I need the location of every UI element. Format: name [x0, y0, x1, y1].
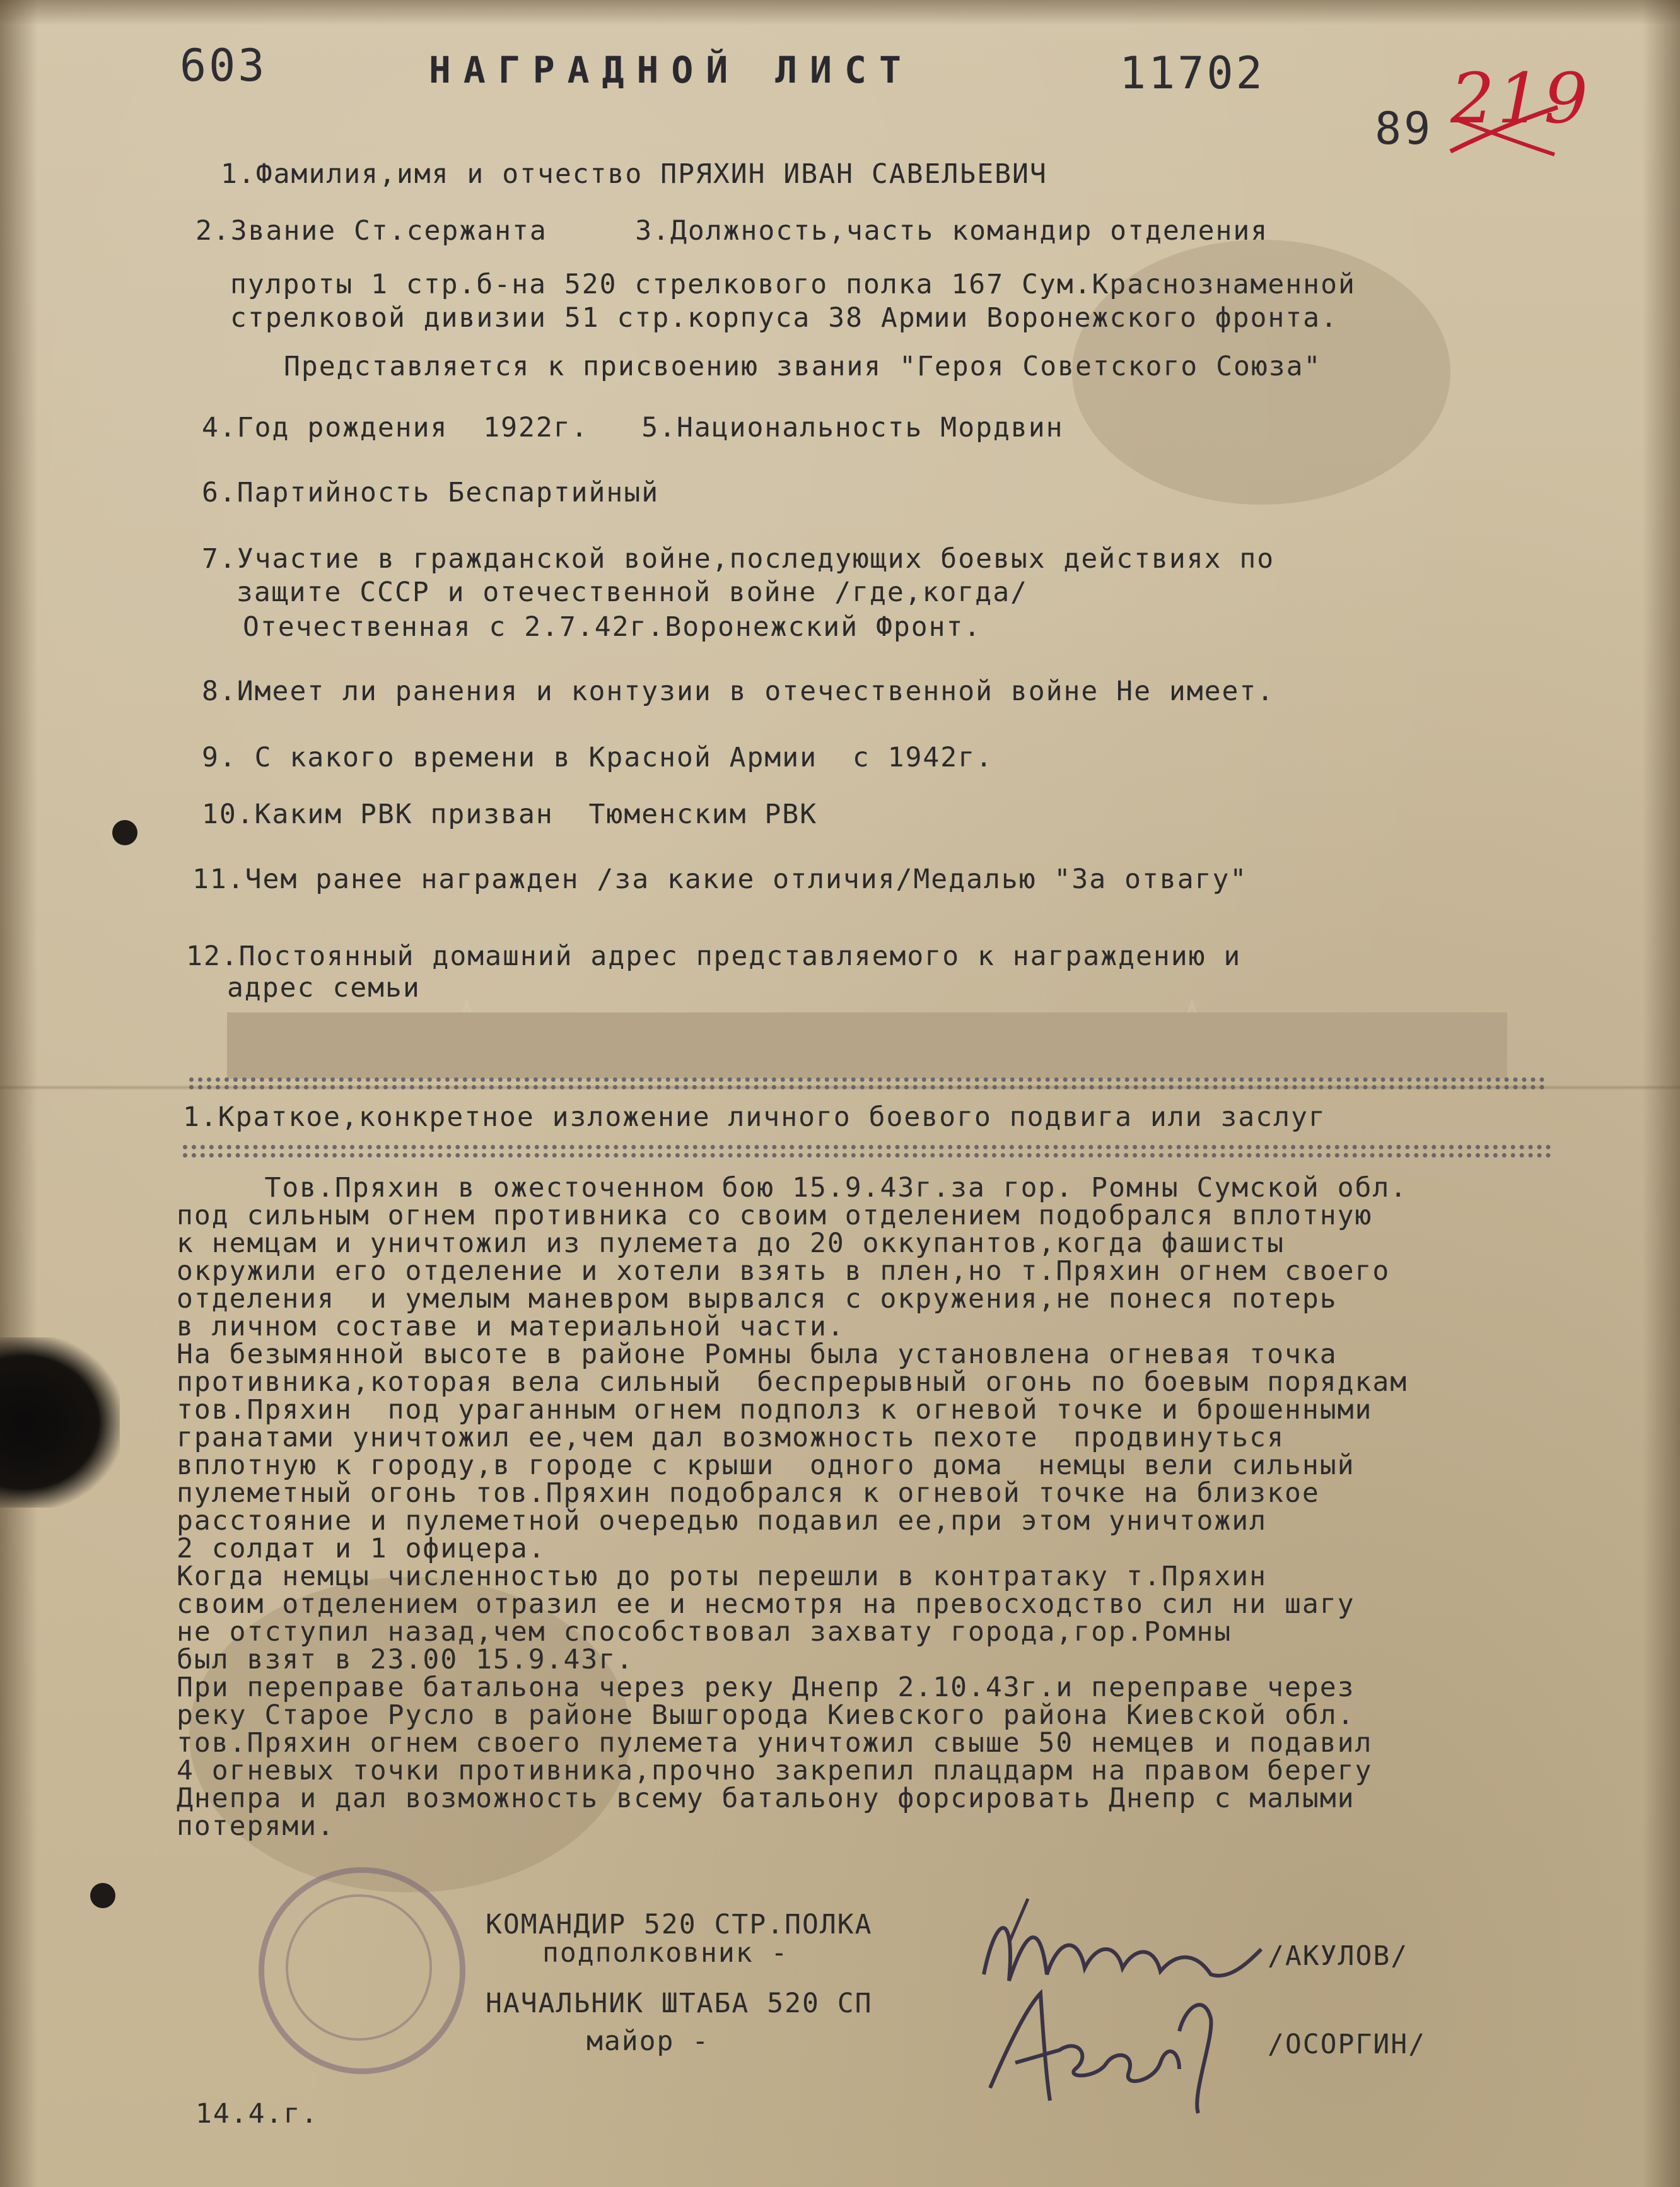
document-title: НАГРАДНОЙ ЛИСТ [429, 49, 914, 91]
narrative-line: противника,которая вела сильный беспрерывный огонь по боевым порядкам [177, 1366, 1408, 1398]
narrative-line: тов.Пряхин под ураганным огнем подполз к огневой точке и брошенными [177, 1394, 1373, 1426]
narrative-line: 2 солдат и 1 офицера. [177, 1533, 546, 1564]
narrative-line: окружили его отделение и хотели взять в плен,но т.Пряхин огнем своего [177, 1255, 1391, 1287]
sheet-number: 89 [1375, 103, 1433, 155]
chief-of-staff-title: НАЧАЛЬНИК ШТАБА 520 СП [486, 1988, 873, 2019]
item-12-home-address: 12.Постоянный домашний адрес представляемого к награждению и [186, 941, 1242, 972]
item-1-full-name: 1.Фамилия,имя и отчество ПРЯХИН ИВАН САВЕЛЬЕВИЧ [221, 158, 1047, 190]
left-number: 603 [180, 40, 267, 91]
faded-round-stamp [259, 1867, 465, 2074]
paper-edge-shadow [0, 0, 38, 2187]
narrative-line: пулеметный огонь тов.Пряхин подобрался к огневой точке на близкое [177, 1477, 1320, 1509]
item-6-party: 6.Партийность Беспартийный [202, 477, 660, 508]
item-7-participation-cont: защите СССР и отечественной войне /где,когда/ [236, 577, 1028, 608]
paper-edge-shadow [1642, 0, 1680, 2187]
narrative-line: своим отделением отразил ее и несмотря на превосходство сил ни шагу [177, 1588, 1355, 1620]
item-8-wounds: 8.Имеет ли ранения и контузии в отечественной войне Не имеет. [202, 676, 1275, 707]
narrative-line: гранатами уничтожил ее,чем дал возможность пехоте продвинуться [177, 1422, 1285, 1453]
burn-damage [0, 1337, 120, 1508]
item-12-family-address: адрес семьи [227, 972, 421, 1004]
strikethrough-mark [1444, 95, 1564, 170]
narrative-line: под сильным огнем противника со своим отделением подобрался вплотную [177, 1200, 1373, 1231]
punch-hole [90, 1883, 115, 1908]
item-9-service-since: 9. С какого времени в Красной Армии с 1942г. [202, 742, 993, 773]
dotted-separator [189, 1077, 1545, 1082]
dotted-separator [183, 1153, 1551, 1158]
item-10-draft-office: 10.Каким РВК призван Тюменским РВК [202, 799, 818, 830]
narrative-line: не отступил назад,чем способствовал захвату города,гор.Ромны [177, 1616, 1232, 1648]
narrative-line: При переправе батальона через реку Днепр 2.10.43г.и переправе через [177, 1672, 1355, 1703]
item-4-5-birth-nationality: 4.Год рождения 1922г. 5.Национальность Мордвин [202, 412, 1064, 443]
narrative-line: тов.Пряхин огнем своего пулемета уничтожил свыше 50 немцев и подавил [177, 1727, 1373, 1759]
narrative-line: расстояние и пулеметной очередью подавил ее,при этом уничтожил [177, 1505, 1268, 1537]
dotted-separator [189, 1085, 1545, 1089]
narrative-line: Тов.Пряхин в ожесточенном бою 15.9.43г.за гор. Ромны Сумской обл. [177, 1172, 1408, 1204]
narrative-line: в личном составе и материальной части. [177, 1311, 845, 1342]
redacted-address-block [227, 1012, 1507, 1079]
narrative-line: вплотную к городу,в городе с крыши одного дома немцы вели сильный [177, 1450, 1355, 1481]
item-7-participation: 7.Участие в гражданской войне,последующих боевых действиях по [202, 543, 1275, 575]
narrative-line: Когда немцы численностью до роты перешли в контратаку т.Пряхин [177, 1561, 1268, 1592]
commander-title: КОМАНДИР 520 СТР.ПОЛКА [486, 1909, 873, 1940]
chief-of-staff-signature [971, 1968, 1268, 2120]
paper-edge-shadow [0, 0, 1680, 25]
commander-name: /АКУЛОВ/ [1268, 1940, 1409, 1972]
narrative-line: отделения и умелым маневром вырвался с окружения,не понеся потерь [177, 1283, 1338, 1315]
chief-of-staff-name: /ОСОРГИН/ [1268, 2029, 1426, 2060]
item-11-previous-awards: 11.Чем ранее награжден /за какие отличия/Медалью "За отвагу" [192, 864, 1248, 895]
document-date: 14.4.г. [195, 2098, 319, 2130]
narrative-line: На безымянной высоте в районе Ромны была установлена огневая точка [177, 1339, 1338, 1370]
item-2-3-rank-position: 2.Звание Ст.сержанта 3.Должность,часть командир отделения [195, 215, 1269, 247]
punch-hole [112, 820, 137, 845]
narrative-line: потерями. [177, 1810, 335, 1842]
narrative-line: к немцам и уничтожил из пулемета до 20 оккупантов,когда фашисты [177, 1228, 1285, 1259]
item-3-unit: пулроты 1 стр.б-на 520 стрелкового полка 167 Сум.Краснознаменной [230, 269, 1356, 300]
narrative-line: 4 огневых точки противника,прочно закрепил плацдарм на правом берегу [177, 1755, 1373, 1786]
narrative-line: был взят в 23.00 15.9.43г. [177, 1644, 634, 1675]
item-3-unit-cont: стрелковой дивизии 51 стр.корпуса 38 Армии Воронежского фронта. [230, 302, 1338, 334]
nomination-line: Представляется к присвоению звания "Героя Советского Союза" [284, 351, 1322, 382]
narrative-line: Днепра и дал возможность всему батальону форсировать Днепр с малыми [177, 1783, 1355, 1814]
item-7-answer: Отечественная с 2.7.42г.Воронежский Фронт. [243, 611, 982, 643]
narrative-line: реку Старое Русло в районе Вышгорода Киевского района Киевской обл. [177, 1699, 1355, 1731]
dotted-separator [183, 1145, 1551, 1149]
commander-rank: подполковник - [542, 1937, 789, 1969]
center-number: 11702 [1119, 47, 1265, 99]
crossed-sheet-number: 219 [1450, 58, 1590, 139]
chief-of-staff-rank: майор - [586, 2026, 710, 2057]
section-heading: 1.Краткое,конкретное изложение личного боевого подвига или заслуг [183, 1101, 1326, 1133]
